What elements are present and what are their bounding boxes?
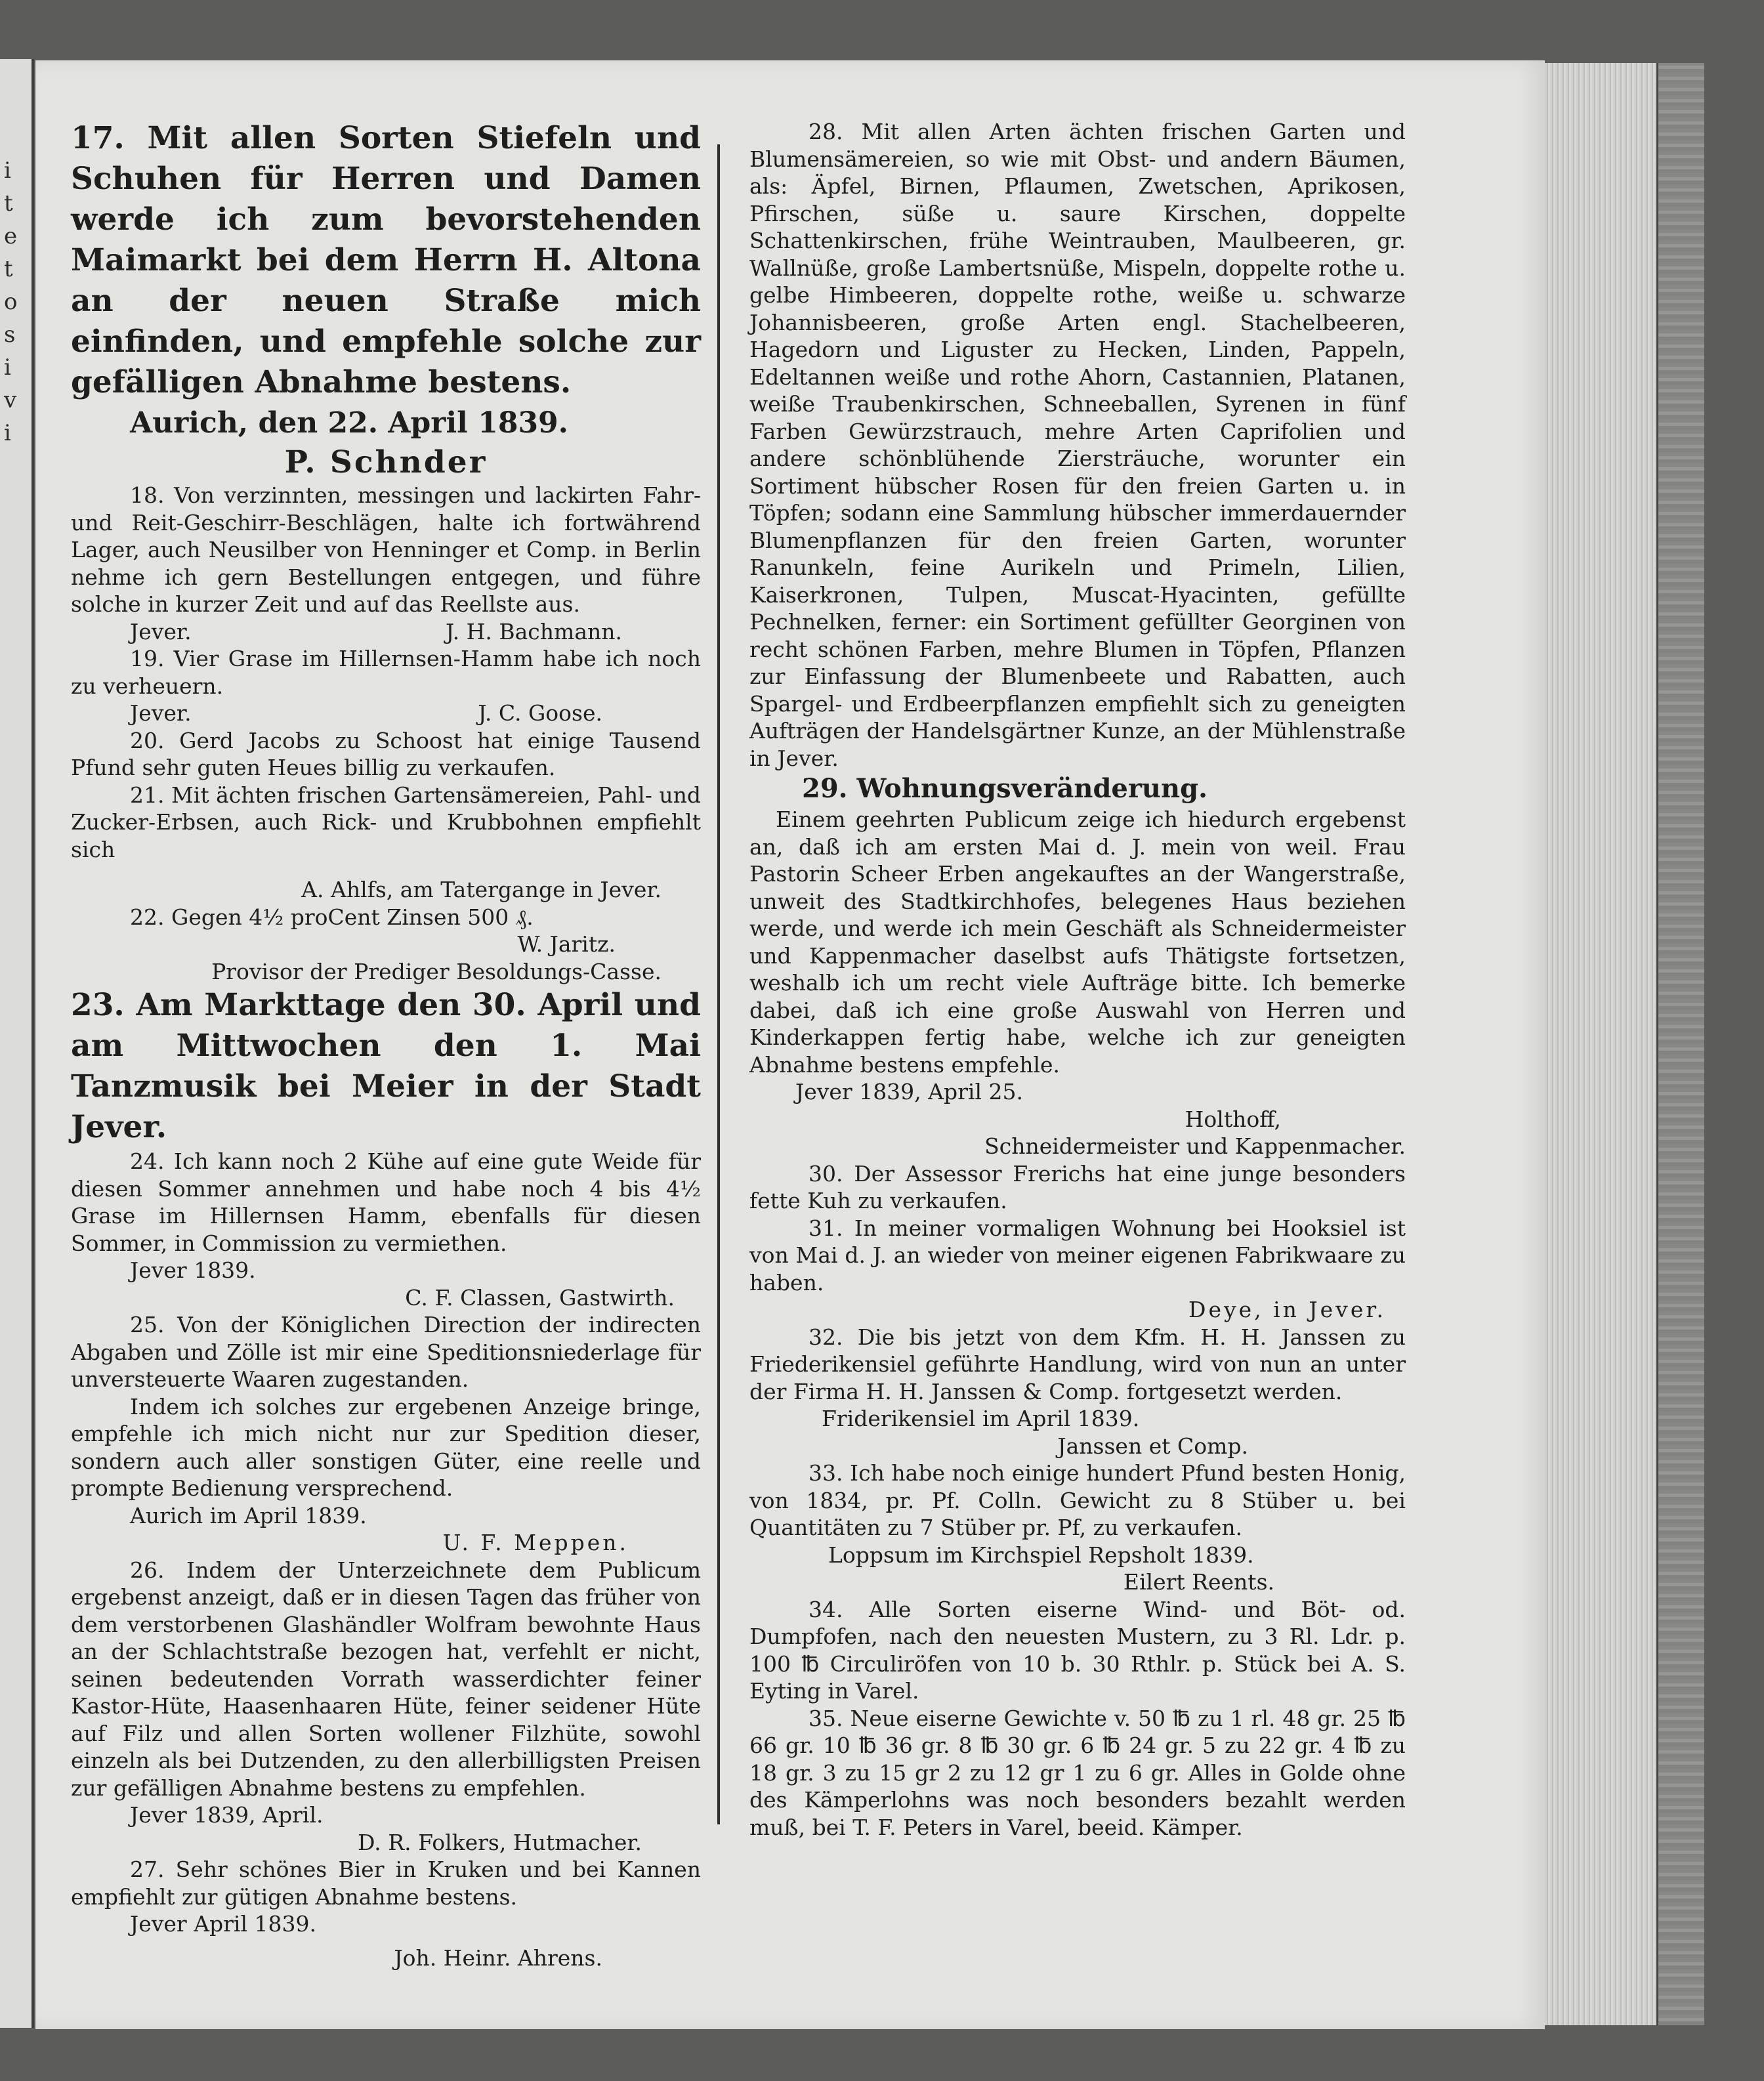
- advertisement-31: [749, 1215, 1406, 1324]
- ad-place: Friderikensiel im April 1839.: [822, 1406, 1140, 1431]
- margin-mark: t: [4, 190, 13, 217]
- ad-text: Einem geehrten Publicum zeige ich hiedurch ergebenst an, daß ich am ersten Mai d. J. mein von weil. Frau Pastorin Scheer Erben angekauftes an der Wangerstraße, unweit des Stadtkirchhofes, belegenes Haus beziehen werde, und werde ich mein Geschäft als Schneidermeister und Kappenmacher daselbst aufs Thätigste fortsetzen, weshalb ich um recht viele Aufträge bitte. Ich bemerke dabei, daß ich eine große Auswahl von Herren und Kinderkappen fertig habe, welche ich zur geneigten Abnahme bestens empfehle.: [749, 807, 1406, 1078]
- ad-place-date: Aurich, den 22. April 1839.: [130, 406, 568, 440]
- advertisement-33: [749, 1460, 1406, 1596]
- advertisement-32: [749, 1324, 1406, 1460]
- ad-place: Jever 1839.: [130, 1257, 256, 1283]
- margin-mark: i: [4, 420, 11, 446]
- ad-role: Provisor der Prediger Besoldungs-Casse.: [211, 958, 662, 984]
- margin-mark: i: [4, 158, 11, 184]
- ad-signature: A. Ahlfs, am Tatergange in Jever.: [301, 877, 662, 902]
- ad-signature: P. Schnder: [284, 444, 488, 480]
- advertisement-21: [71, 782, 701, 904]
- ad-signature: J. H. Bachmann.: [445, 618, 622, 644]
- ad-role: Schneidermeister und Kappenmacher.: [984, 1133, 1406, 1159]
- ad-place: Jever.: [130, 700, 192, 726]
- ad-text: 30. Der Assessor Frerichs hat eine junge besonders fette Kuh zu verkaufen.: [749, 1160, 1406, 1213]
- advertisement-22: [71, 904, 701, 986]
- advertisement-28: [749, 118, 1406, 772]
- left-column: [71, 118, 701, 1971]
- ad-place: Loppsum im Kirchspiel Repsholt 1839.: [828, 1542, 1254, 1568]
- ad-text: 23. Am Markttage den 30. April und am Mittwochen den 1. Mai Tanzmusik bei Meier in der Stadt Jever.: [71, 987, 701, 1145]
- ad-text: 20. Gerd Jacobs zu Schoost hat einige Tausend Pfund sehr guten Heues billig zu verkaufen.: [71, 727, 701, 780]
- ad-text: 32. Die bis jetzt von dem Kfm. H. H. Janssen zu Friederikensiel geführte Handlung, wird von nun an unter der Firma H. H. Janssen & Comp. fortgesetzt werden.: [749, 1324, 1406, 1404]
- ad-text: 28. Mit allen Arten ächten frischen Garten und Blumensämereien, so wie mit Obst- und andern Bäumen, als: Äpfel, Birnen, Pflaumen, Zwetschen, Aprikosen, Pfirschen, süße u. saure Kirschen, doppelte Schattenkirschen, frühe Weintrauben, Maulbeeren, gr. Wallnüße, große Lambertsnüße, Mispeln, doppelte rothe u. gelbe Himbeeren, doppelte rothe, weiße u. schwarze Johannisbeeren, große Arten engl. Stachelbeeren, Hagedorn und Liguster zu Hecken, Linden, Pappeln, Edeltannen weiße und rothe Ahorn, Castannien, Platanen, weiße Traubenkirschen, Schneeballen, Syrenen in fünf Farben Gewürzstrauch, mehre Arten Caprifolien und andere schönblühende Ziersträuche, worunter ein Sortiment hübscher Rosen für den freien Garten u. in Töpfen; sodann eine Sammlung hübscher immerdauernder Blumenpflanzen für den freien Garten, worunter Ranunkeln, feine Aurikeln und Primeln, Lilien, Kaiserkronen, Tulpen, Muscat-Hyacinten, gefüllte Pechnelken, ferner: ein Sortiment gefüllter Georginen von recht schönen Farben, mehre Blumen in Töpfen, Pflanzen zur Einfassung der Blumenbeete und Rabatten, auch Spargel- und Erdbeerpflanzen empfiehlt sich zu geneigten Aufträgen der Handelsgärtner Kunze, an der Mühlenstraße in Jever.: [749, 119, 1406, 771]
- ad-signature: D. R. Folkers, Hutmacher.: [358, 1829, 642, 1855]
- ad-text: 18. Von verzinnten, messingen und lackirten Fahr- und Reit-Geschirr-Beschlägen, halte ich fortwährend Lager, auch Neusilber von Henninger et Comp. in Berlin nehme ich gern Bestellungen entgegen, und führe solche in kurzer Zeit und auf das Reellste aus.: [71, 482, 701, 617]
- advertisement-18: [71, 482, 701, 645]
- advertisement-23: [71, 985, 701, 1148]
- ad-text: 26. Indem der Unterzeichnete dem Publicum ergebenst anzeigt, daß er in diesen Tagen das früher von dem verstorbenen Glashändler Wolfram bewohnte Haus an der Schlachtstraße bezogen hat, verfehlt er nicht, seinen bedeutenden Vorrath wasserdichter feiner Kastor-Hüte, Haasenhaaren Hüte, feiner seidener Hüte auf Filz und allen Sorten wollener Filzhüte, sowohl einzeln als bei Dutzenden, zu den allerbilligsten Preisen zur gefälligen Abnahme bestens zu empfehlen.: [71, 1557, 701, 1801]
- ad-text: 35. Neue eiserne Gewichte v. 50 ℔ zu 1 rl. 48 gr. 25 ℔ 66 gr. 10 ℔ 36 gr. 8 ℔ 30 gr. 6 ℔ 24 gr. 5 zu 22 gr. 4 ℔ zu 18 gr. 3 zu 15 gr 2 zu 12 gr 1 zu 6 gr. Alles in Golde ohne des Kämperlohns was noch besonders bezahlt werden muß, bei T. F. Peters in Varel, beeid. Kämper.: [749, 1705, 1406, 1840]
- advertisement-35: [749, 1705, 1406, 1841]
- advertisement-17: [71, 118, 701, 482]
- ad-text: 24. Ich kann noch 2 Kühe auf eine gute Weide für diesen Sommer annehmen und habe noch 4 bis 4½ Grase im Hillernsen Hamm, ebenfalls für diesen Sommer, in Commission zu vermiethen.: [71, 1148, 701, 1256]
- ad-place: Jever April 1839.: [130, 1911, 316, 1937]
- advertisement-26: [71, 1557, 701, 1857]
- adjacent-page-edge: [0, 59, 34, 2028]
- advertisement-19: [71, 645, 701, 727]
- margin-mark: v: [4, 387, 17, 413]
- advertisement-30: [749, 1160, 1406, 1215]
- ad-signature: Holthoff,: [1185, 1106, 1281, 1132]
- book-block-edge: [1545, 63, 1656, 2025]
- book-cover-edge: [1656, 63, 1704, 2025]
- ad-signature: C. F. Classen, Gastwirth.: [405, 1284, 675, 1311]
- right-column: [749, 118, 1406, 1841]
- ad-place: Aurich im April 1839.: [130, 1502, 367, 1528]
- ad-signature: Joh. Heinr. Ahrens.: [394, 1944, 602, 1971]
- margin-mark: e: [4, 223, 18, 249]
- advertisement-20: [71, 727, 701, 782]
- margin-mark: t: [4, 256, 13, 282]
- column-divider: [717, 144, 720, 1824]
- advertisement-24: [71, 1148, 701, 1311]
- ad-text: 31. In meiner vormaligen Wohnung bei Hooksiel ist von Mai d. J. an wieder von meiner eigenen Fabrikwaare zu haben.: [749, 1215, 1406, 1295]
- ad-signature: Deye, in Jever.: [1188, 1297, 1386, 1322]
- ad-text: 27. Sehr schönes Bier in Kruken und bei Kannen empfiehlt zur gütigen Abnahme bestens.: [71, 1857, 701, 1910]
- ad-text: 33. Ich habe noch einige hundert Pfund besten Honig, von 1834, pr. Pf. Colln. Gewicht zu 8 Stüber u. bei Quantitäten zu 7 Stüber pr. Pf, zu verkaufen.: [749, 1460, 1406, 1540]
- ad-text: 34. Alle Sorten eiserne Wind- und Böt- od. Dumpfofen, nach den neuesten Mustern, zu 3 Rl. Ldr. p. 100 ℔ Circuliröfen von 10 b. 30 Rthlr. p. Stück bei A. S. Eyting in Varel.: [749, 1596, 1406, 1704]
- ad-place: Jever.: [130, 618, 192, 644]
- advertisement-29: [749, 772, 1406, 1160]
- margin-mark: o: [4, 289, 18, 315]
- advertisement-27: [71, 1856, 701, 1971]
- ad-signature: Eilert Reents.: [1123, 1569, 1274, 1595]
- ad-text: 25. Von der Königlichen Direction der indirecten Abgaben und Zölle ist mir eine Speditionsniederlage für unversteuerte Waaren zugestanden.: [71, 1312, 701, 1392]
- ad-signature: Janssen et Comp.: [1057, 1433, 1248, 1459]
- ad-signature: J. C. Goose.: [478, 700, 602, 726]
- advertisement-25: [71, 1311, 701, 1557]
- margin-mark: i: [4, 354, 11, 381]
- ad-place: Jever 1839, April.: [130, 1802, 324, 1828]
- ad-text: 22. Gegen 4½ proCent Zinsen 500 ₰.: [130, 904, 534, 930]
- ad-signature: U. F. Meppen.: [442, 1530, 629, 1555]
- ad-signature: W. Jaritz.: [517, 931, 616, 957]
- ad-heading: 29. Wohnungsveränderung.: [802, 773, 1208, 804]
- ad-place: Jever 1839, April 25.: [795, 1079, 1023, 1104]
- advertisement-34: [749, 1596, 1406, 1705]
- ad-text: 21. Mit ächten frischen Gartensämereien, Pahl- und Zucker-Erbsen, auch Rick- und Krubbohnen empfiehlt sich: [71, 782, 701, 862]
- ad-text: 19. Vier Grase im Hillernsen-Hamm habe ich noch zu verheuern.: [71, 646, 701, 699]
- ad-text: 17. Mit allen Sorten Stiefeln und Schuhen für Herren und Damen werde ich zum bevorstehenden Maimarkt bei dem Herrn H. Altona an der neuen Straße mich einfinden, und empfehle solche zur gefälligen Abnahme bestens.: [71, 120, 701, 400]
- margin-mark: s: [4, 322, 16, 348]
- ad-text-2: Indem ich solches zur ergebenen Anzeige bringe, empfehle ich mich nicht nur zur Spedition dieser, sondern auch aller sonstigen Güter, eine reelle und prompte Bedienung versprechend.: [71, 1393, 701, 1501]
